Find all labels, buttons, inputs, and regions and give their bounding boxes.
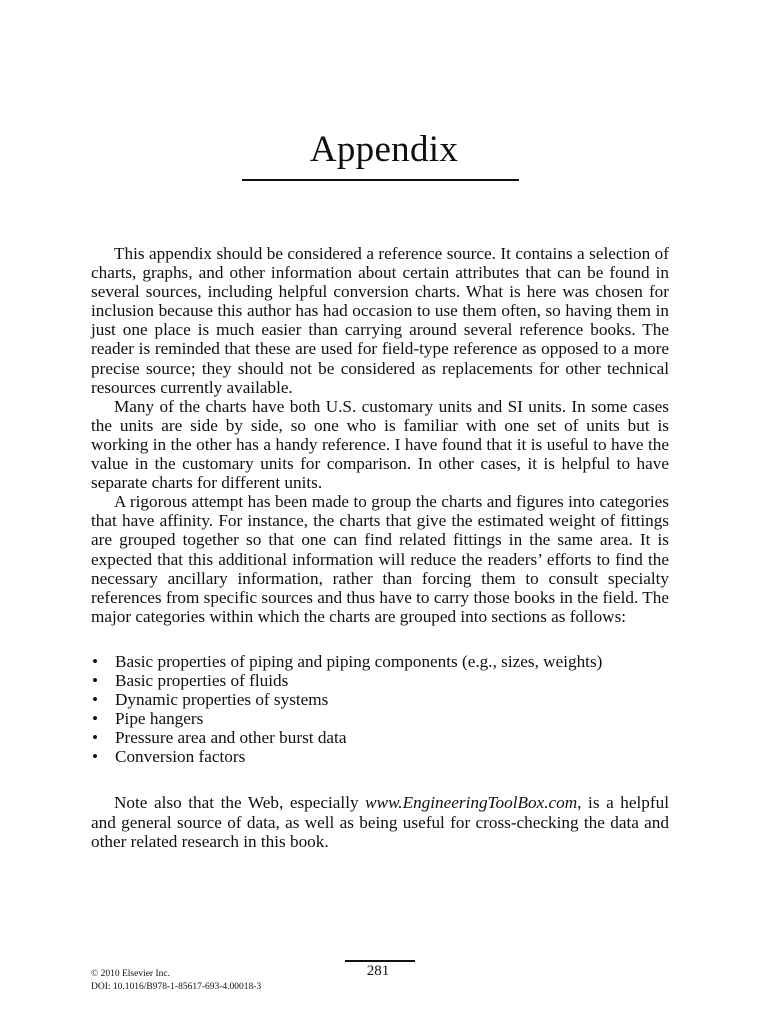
doi-line: DOI: 10.1016/B978-1-85617-693-4.00018-3 xyxy=(91,982,262,992)
website-link[interactable]: www.EngineeringToolBox.com xyxy=(365,793,578,813)
bullet-icon: • xyxy=(92,709,99,729)
paragraph-units: Many of the charts have both U.S. customary units and SI units. In some cases the units are side by side, so one who is familiar with one set of units but is working in the other has a handy reference. I have found that it is useful to have the value in the customary units for comparison. In other cases, it is helpful to have separate charts for different units. xyxy=(91,396,669,493)
bullet-icon: • xyxy=(92,747,99,767)
bullet-icon: • xyxy=(92,651,99,671)
list-item xyxy=(91,728,669,747)
list-item-text: Dynamic properties of systems xyxy=(115,690,329,710)
bullet-icon: • xyxy=(92,690,99,710)
list-item-text: Conversion factors xyxy=(115,747,246,767)
paragraph-intro: This appendix should be considered a reference source. It contains a selection of charts, graphs, and other information about certain attributes that can be found in several sources, including helpful conversion charts. What is here was chosen for inclusion because this author has had occasion to use them often, so having them in just one place is much easier than carrying around several reference books. The reader is reminded that these are used for field-type reference as opposed to a more precise source; they should not be considered as replacements for other technical resources currently available. xyxy=(91,244,669,397)
page-number: 281 xyxy=(366,963,390,979)
body-text xyxy=(91,244,669,851)
title-underline xyxy=(242,179,519,181)
bullet-icon: • xyxy=(92,670,99,690)
list-item xyxy=(91,690,669,709)
list-item xyxy=(91,652,669,671)
list-item xyxy=(91,671,669,690)
note-text-after: , is a helpful and general source of data, as well as being useful for cross-checking the data and other related research in this book. xyxy=(91,793,669,851)
bullet-icon: • xyxy=(92,728,99,748)
publication-info xyxy=(91,968,261,994)
page-title: Appendix xyxy=(309,129,459,170)
list-item xyxy=(91,709,669,728)
list-item xyxy=(91,747,669,766)
list-item-text: Basic properties of fluids xyxy=(115,670,289,690)
paragraph-note xyxy=(91,793,669,850)
note-text-before: Note also that the Web, especially xyxy=(114,793,366,813)
category-list xyxy=(91,652,669,767)
copyright-line: © 2010 Elsevier Inc. xyxy=(91,969,170,979)
list-item-text: Pressure area and other burst data xyxy=(115,728,347,748)
list-item-text: Pipe hangers xyxy=(115,709,204,729)
paragraph-categories: A rigorous attempt has been made to group the charts and figures into categories that have affinity. For instance, the charts that give the estimated weight of fittings are grouped together so that one can find related fittings in the same area. It is expected that this additional information will reduce the readers’ efforts to find the necessary ancillary information, rather than forcing them to consult specialty references from specific sources and thus have to carry those books in the field. The major categories within which the charts are grouped into sections as follows: xyxy=(91,492,669,626)
list-item-text: Basic properties of piping and piping components (e.g., sizes, weights) xyxy=(115,651,603,671)
